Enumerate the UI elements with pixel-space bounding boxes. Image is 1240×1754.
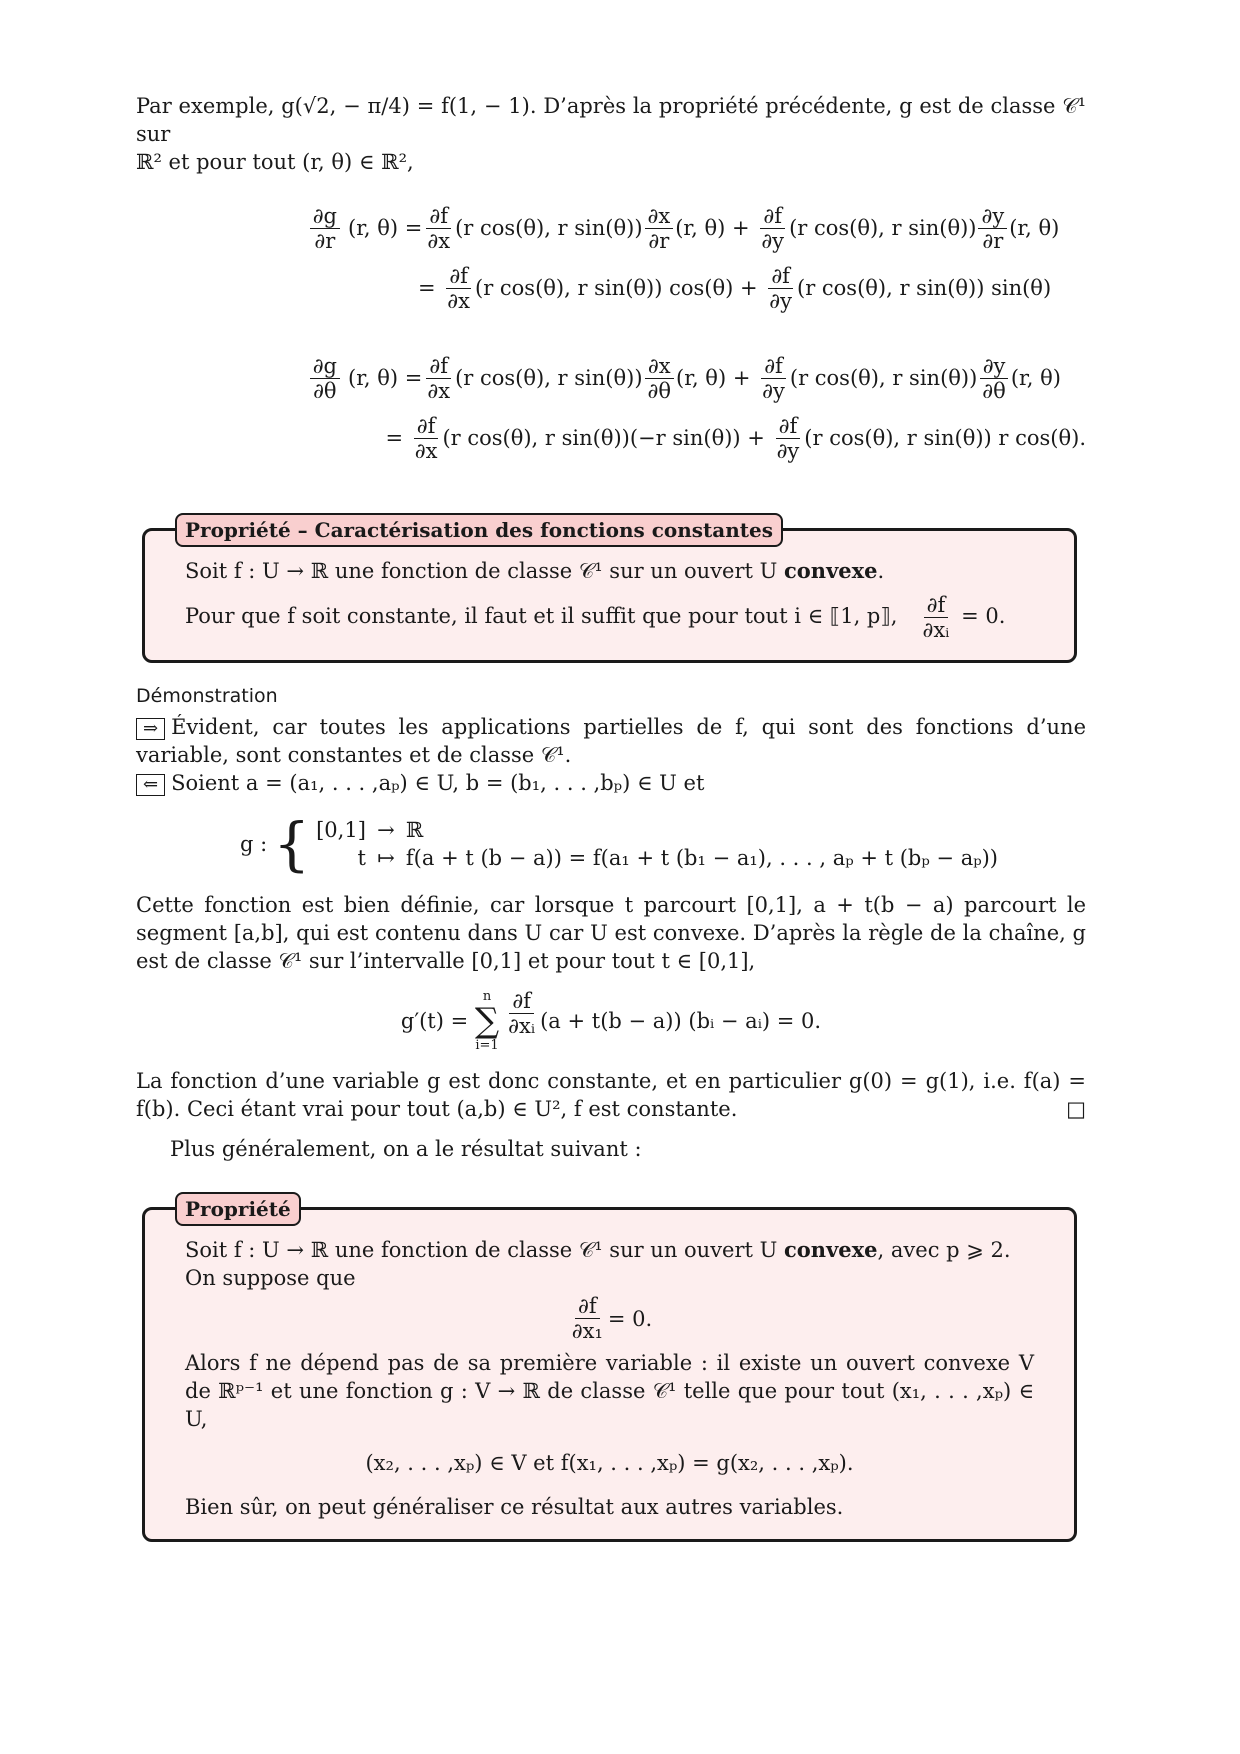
demo-direct-implication: ⇒ Évident, car toutes les applications partielles de f, qui sont des fonctions d’une variable, sont constantes et de classe 𝒞¹. [136, 715, 1086, 767]
qed-symbol: □ [1066, 1097, 1086, 1121]
equation-dg-dtheta: $\frac{\partial g}{\partial\theta}$ (r, θ) = $\frac{\partial f}{\partial x}$ (r cos(θ), r sin(θ)) $\frac{\partial x}{\partial\theta}$ (r, θ) + $\frac{\partial f}{\partial y}$ (r cos(θ), r sin(θ)) $\frac{\partial y}{\partial\theta}$ (r, θ) = $\frac{\partial f}{\partial x}$ (r cos(θ), r sin(θ))(−r sin(θ)) + $\frac{\partial f}{\partial y}$ (r cos(θ), r sin(θ)) r cos(θ). [240, 348, 1086, 468]
property-statement-2: Pour que f soit constante, il faut et il suffit que pour tout i ∈ ⟦1, p⟧, $\frac{\partial f}{\text{∂xᵢ}}$ = 0. [185, 593, 1006, 642]
property2-statement-4: Bien sûr, on peut généraliser ce résultat aux autres variables. [185, 1495, 844, 1519]
property-box-general [142, 1197, 1077, 1542]
equation-dg-dr: $\frac{\partial g}{\partial r}$ (r, θ) = $\frac{\partial f}{\partial x}$ (r cos(θ), r sin(θ)) $\frac{\partial x}{\partial r}$ (r, θ) + $\frac{\partial f}{\partial y}$ (r cos(θ), r sin(θ)) $\frac{\partial y}{\partial r}$ (r, θ) = $\frac{\partial f}{\partial x}$ (r cos(θ), r sin(θ)) cos(θ) + $\frac{\partial f}{\partial y}$ (r cos(θ), r sin(θ)) sin(θ) [240, 198, 1086, 318]
property2-hypothesis: $\frac{\partial f}{\text{∂x₁}}$ = 0. [571, 1294, 653, 1343]
property2-equation: (x₂, . . . ,xₚ) ∈ V et f(x₁, . . . ,xₚ) = g(x₂, . . . ,xₚ). [365, 1451, 854, 1475]
demonstration-heading: Démonstration [136, 685, 278, 707]
property-title: Propriété – Caractérisation des fonctions constantes [175, 513, 783, 547]
property2-statement-3: Alors f ne dépend pas de sa première variable : il existe un ouvert convexe V de ℝᵖ⁻¹ et une fonction g : V → ℝ de classe 𝒞¹ telle que pour tout (x₁, . . . ,xₚ) ∈ U, [185, 1351, 1034, 1431]
property2-statement-2: On suppose que [185, 1266, 356, 1290]
implies-left-icon: ⇐ [136, 774, 165, 796]
property-box-constant-functions [142, 518, 1077, 663]
demo-paragraph: Cette fonction est bien définie, car lorsque t parcourt [0,1], a + t(b − a) parcourt le segment [a,b], qui est contenu dans U car U est convexe. D’après la règle de la chaîne, g est de classe 𝒞¹ sur l’intervalle [0,1] et pour tout t ∈ [0,1], [136, 893, 1086, 973]
page [136, 92, 1086, 1542]
intro-line-2: ℝ² et pour tout (r, θ) ∈ ℝ², [136, 150, 414, 174]
property-title: Propriété [175, 1192, 301, 1226]
property2-statement-1: Soit f : U → ℝ une fonction de classe 𝒞¹ sur un ouvert U convexe, avec p ⩾ 2. [185, 1237, 1011, 1262]
function-g-definition: g : { [0,1] → ℝ t ↦ f(a + t (b − a)) = f(a₁ + t (b₁ − a₁), . . . , aₚ + t (bₚ − aₚ)) [240, 810, 998, 878]
intro-line-1: Par exemple, g(√2, − π/4) = f(1, − 1). D’après la propriété précédente, g est de classe 𝒞¹ sur [136, 94, 1086, 146]
demo-conclusion: La fonction d’une variable g est donc constante, et en particulier g(0) = g(1), i.e. f(a) = f(b). Ceci étant vrai pour tout (a,b) ∈ U², f est constante. □ [136, 1069, 1086, 1121]
property-statement-1: Soit f : U → ℝ une fonction de classe 𝒞¹ sur un ouvert U convexe. [185, 558, 885, 583]
demo-converse-implication: ⇐ Soient a = (a₁, . . . ,aₚ) ∈ U, b = (b₁, . . . ,bₚ) ∈ U et [136, 769, 1086, 797]
derivative-sum-equation: g′(t) = n ∑ i=1 $\frac{\partial f}{\text{∂xᵢ}}$ (a + t(b − a)) (bᵢ − aᵢ) = 0. [400, 989, 822, 1053]
implies-right-icon: ⇒ [136, 718, 165, 740]
general-remark: Plus généralement, on a le résultat suivant : [170, 1137, 642, 1161]
